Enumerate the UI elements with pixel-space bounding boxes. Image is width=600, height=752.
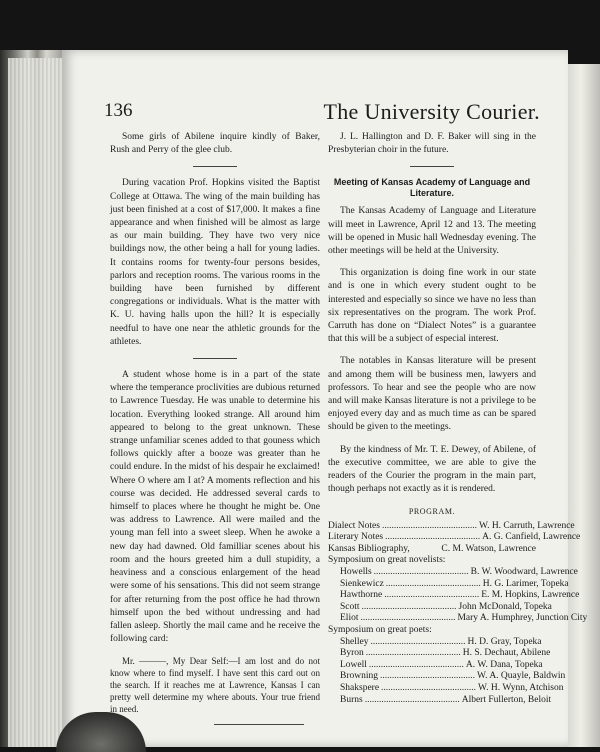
page-edges: [8, 58, 64, 747]
novelists-heading: Symposium on great novelists:: [328, 555, 446, 566]
program-speaker: Mary A. Humphrey, Junction City: [457, 613, 588, 624]
program-speaker: W. H. Carruth, Lawrence: [478, 520, 575, 531]
program-entry: Browning ........................................ W. A. Quayle, Baldwin: [340, 671, 566, 682]
program-topic: Lowell: [340, 659, 367, 670]
article-lost-student: A student whose home is in a part of the state where the temperance proclivities are dubious returned to Lawrence Tuesday. He was unable to determine his location. Everything looked strange. All around him appeared to belong to the great unknown. These strange unfamiliar scenes added to that gouness which follows quickly after a booze was greater than he could endure. In the midst of his despair he exclaimed! Where O where am I at? A moments reflection and his course was decided. He addressed several cards to himself to places where he thought he might be. One was address to Lawrence. All were mailed and the young man fell into a sweet sleep. When he awoke a new day had dawned. Old familliar scenes about his room and the hours greeted him a dull stupidity, a heaviness and a conscious enlargement of the head were some of his sensations. This did not seem strange for after returning from the post office he had thrown himself upon the bed without undressing and had fallen asleep. Shortly the mail came and he receive the following card:: [110, 370, 320, 645]
program-topic: Shakspere: [340, 682, 380, 693]
program-entry: Sienkewicz ........................................ H. G. Larimer, Topeka: [340, 578, 569, 589]
program-entry: Literary Notes ........................................ A. G. Canfield, Lawrence: [328, 532, 581, 543]
program-topic: Howells: [340, 567, 372, 578]
program-entry: Shelley ........................................ H. D. Gray, Topeka: [340, 636, 542, 647]
program-topic: Scott: [340, 601, 360, 612]
program-speaker: B. W. Woodward, Lawrence: [470, 567, 578, 578]
program-speaker: C. M. Watson, Lawrence: [441, 543, 536, 554]
program-speaker: A. G. Canfield, Lawrence: [482, 532, 581, 543]
program-entry: Shakspere ........................................ W. H. Wynn, Atchison: [340, 682, 564, 693]
academy-paragraph: This organization is doing fine work in our state and is one in which every student ought to be interested and especially so since we have no less than six representatives on the program. The work Prof. Carruth has done on “Dialect Notes” is a guarantee that this will be a subject of especial interest.: [328, 268, 536, 345]
page-header: [104, 100, 540, 130]
poets-heading: Symposium on great poets:: [328, 625, 432, 636]
card-letter: Mr. ———, My Dear Self:—I am lost and do not know where to find myself. I have sent this card out on the search. If it reaches me at Lawrence, Kansas I can pretty well determine my where abouts. Your true friend in need.: [110, 656, 320, 715]
program-topic: Browning: [340, 671, 378, 682]
divider: [193, 358, 237, 359]
page-number: 136: [104, 100, 133, 121]
academy-paragraph: The Kansas Academy of Language and Literature will meet in Lawrence, April 12 and 13. The meeting will be opened in Music hall Wednesday evening. The other meetings will be held at the University.: [328, 206, 536, 257]
divider: [193, 166, 237, 167]
program-entry: Hawthorne ........................................ E. M. Hopkins, Lawrence: [340, 590, 580, 601]
program-speaker: H. D. Gray, Topeka: [467, 636, 542, 647]
article-hopkins-ottawa: During vacation Prof. Hopkins visited the Baptist College at Ottawa. The wing of the main building has just been finished at a cost of $17,000. It makes a fine appearance and when finished will be almost as large as our main building. They have two very nice buildings now, the other being a hall for young ladies. It contains rooms for twenty-four persons besides, parlors and reception rooms. The various rooms in the building have been furnished by different congregations or individuals. What is the matter with K. U. having halls upon the hill? It is especially needful to have one near the athletic grounds for the athletes.: [110, 178, 320, 347]
right-column: [328, 131, 588, 706]
program-topic: Dialect Notes: [328, 520, 380, 531]
divider: [214, 724, 304, 725]
article-abilene-girls: Some girls of Abilene inquire kindly of Baker, Rush and Perry of the glee club.: [110, 132, 320, 156]
program-entry: Scott ........................................ John McDonald, Topeka: [340, 601, 552, 612]
program-speaker: W. A. Quayle, Baldwin: [477, 671, 566, 682]
running-title: The University Courier.: [323, 99, 540, 124]
program-topic: Hawthorne: [340, 590, 383, 601]
program-speaker: John McDonald, Topeka: [458, 601, 552, 612]
program-topic: Sienkewicz: [340, 578, 384, 589]
program-topic: Eliot: [340, 613, 359, 624]
divider: [410, 166, 454, 167]
program-speaker: E. M. Hopkins, Lawrence: [481, 590, 580, 601]
academy-paragraph: The notables in Kansas literature will be present and among them will be business men, lawyers and professors. To hear and see the people who are now and will make Kansas literature is not a privilege to be enjoyed every day and as much time as can be spared should be given to the meetings.: [328, 356, 536, 433]
program-entry: Eliot ........................................ Mary A. Humphrey, Junction City: [340, 613, 588, 624]
program-speaker: H. S. Dechaut, Abilene: [462, 648, 551, 659]
left-column: [110, 131, 320, 725]
article-presbyterian-choir: J. L. Hallington and D. F. Baker will sing in the Presbyterian choir in the future.: [328, 132, 536, 156]
program-entry: Burns ........................................ Albert Fullerton, Beloit: [340, 694, 552, 705]
program-topic: Shelley: [340, 636, 369, 647]
program-topic: Kansas Bibliography,: [328, 543, 410, 554]
program-topic: Burns: [340, 694, 363, 705]
program-entry: Byron ........................................ H. S. Dechaut, Abilene: [340, 648, 551, 659]
facing-page-edge: [568, 64, 600, 747]
program-speaker: H. G. Larimer, Topeka: [482, 578, 569, 589]
program-entry: Dialect Notes ........................................ W. H. Carruth, Lawrence: [328, 520, 575, 531]
program-speaker: W. H. Wynn, Atchison: [478, 682, 564, 693]
section-heading: Meeting of Kansas Academy of Language and Literature.: [333, 177, 531, 199]
program-speaker: Albert Fullerton, Beloit: [461, 694, 552, 705]
program-title: PROGRAM.: [408, 507, 456, 517]
program-entry: Lowell ........................................ A. W. Dana, Topeka: [340, 659, 543, 670]
program-topic: Literary Notes: [328, 532, 384, 543]
program-entry: [328, 544, 536, 556]
program-speaker: A. W. Dana, Topeka: [465, 659, 543, 670]
program-topic: Byron: [340, 648, 364, 659]
program-entry: Howells ........................................ B. W. Woodward, Lawrence: [340, 567, 578, 578]
academy-paragraph: By the kindness of Mr. T. E. Dewey, of Abilene, of the executive committee, we are able to give the readers of the Courier the program in the main part, though perhaps not exactly as it is rendered.: [328, 444, 536, 495]
